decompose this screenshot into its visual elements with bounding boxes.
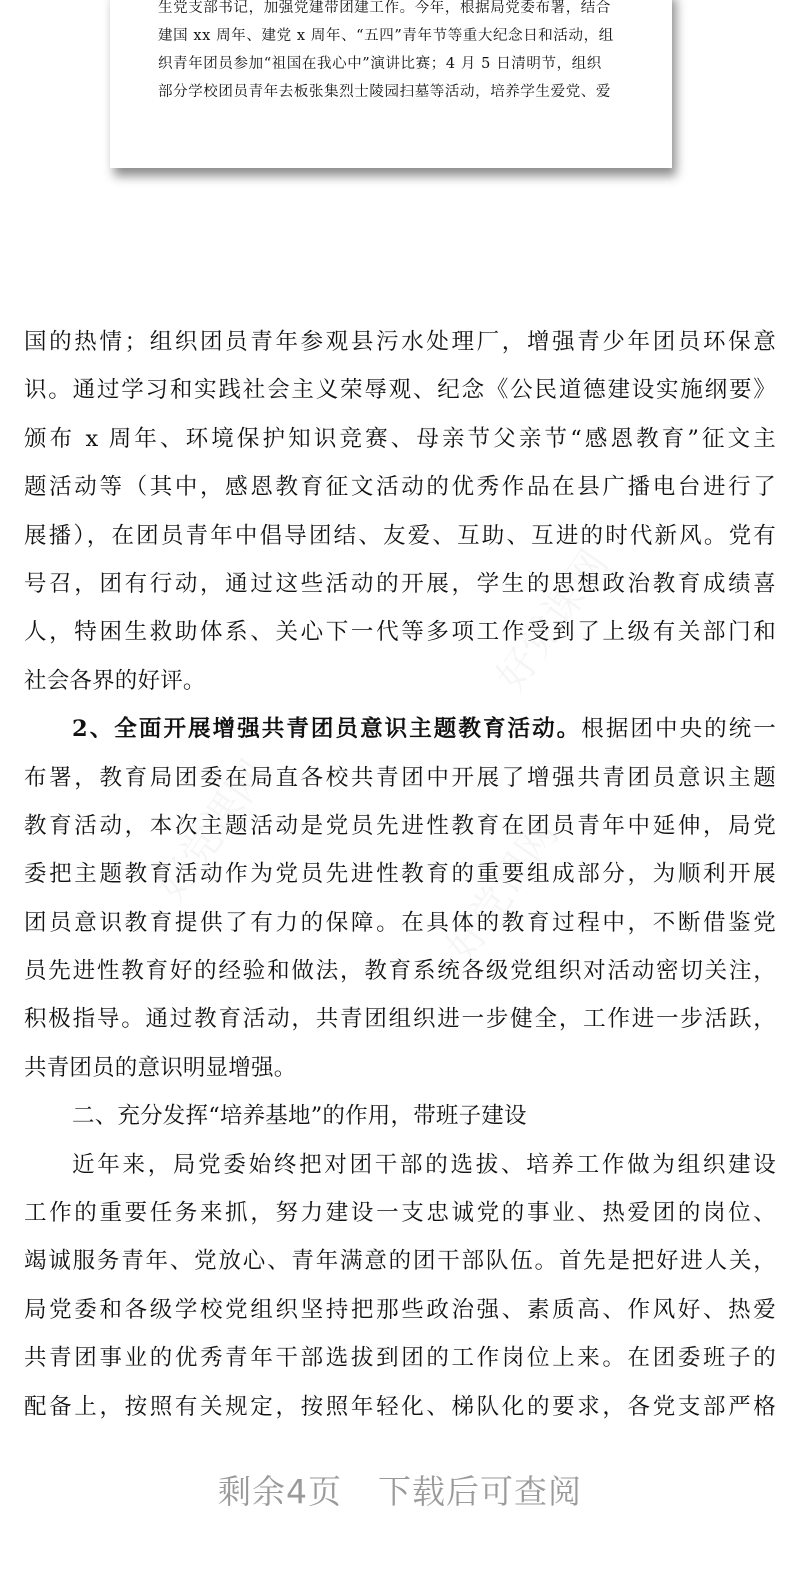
text-line: 委把主题教育活动作为党员先进性教育的重要组成部分，为顺利开展 [24, 861, 776, 888]
text-line: 工作的重要任务来抓，努力建设一支忠诚党的事业、热爱团的岗位、 [24, 1200, 776, 1227]
text-line: 社会各界的好评。 [24, 667, 206, 694]
preview-line: 织青年团员参加“祖国在我心中”演讲比赛；4 月 5 日清明节，组织 [158, 56, 602, 72]
text-line: 团员意识教育提供了有力的保障。在具体的教育过程中，不断借鉴党 [24, 909, 776, 936]
preview-line: 建国 xx 周年、建党 x 周年、“五四”青年节等重大纪念日和活动，组 [158, 28, 614, 44]
paragraph-1 [24, 318, 776, 705]
document-preview-card [110, 0, 672, 168]
text-line: 布署，教育局团委在局直各校共青团中开展了增强共青团员意识主题 [24, 764, 776, 791]
text-line: 竭诚服务青年、党放心、青年满意的团干部队伍。首先是把好进人关， [24, 1248, 776, 1275]
text-line: 号召，团有行动，通过这些活动的开展，学生的思想政治教育成绩喜 [24, 570, 776, 597]
section-heading: 二、充分发挥“培养基地”的作用，带班子建设 [72, 1103, 527, 1130]
paragraph-3 [24, 1141, 776, 1431]
download-prompt[interactable] [0, 1466, 800, 1513]
preview-line: 部分学校团员青年去板张集烈士陵园扫墓等活动，培养学生爱党、爱 [158, 84, 611, 100]
text-line: 识。通过学习和实践社会主义荣辱观、纪念《公民道德建设实施纲要》 [24, 377, 776, 404]
preview-line: 生党支部书记，加强党建带团建工作。今年，根据局党委布署，结合 [158, 0, 611, 16]
text-line: 人，特困生救助体系、关心下一代等多项工作受到了上级有关部门和 [24, 619, 776, 646]
paragraph-2 [24, 705, 776, 1092]
subheading-bold: 2、全面开展增强共青团员意识主题教育活动。 [72, 716, 582, 743]
preview-card-text [158, 0, 638, 106]
text-line: 教育活动，本次主题活动是党员先进性教育在团员青年中延伸，局党 [24, 812, 776, 839]
text-line [24, 705, 776, 753]
text-line: 展播），在团员青年中倡导团结、友爱、互助、互进的时代新风。党有 [24, 522, 776, 549]
text-line: 员先进性教育好的经验和做法，教育系统各级党组织对活动密切关注， [24, 958, 776, 985]
text-line: 共青团员的意识明显增强。 [24, 1054, 297, 1081]
text-line: 近年来，局党委始终把对团干部的选拔、培养工作做为组织建设 [72, 1151, 776, 1178]
text-line: 颁布 x 周年、环境保护知识竞赛、母亲节父亲节“感恩教育”征文主 [24, 425, 776, 452]
text-line: 国的热情；组织团员青年参观县污水处理厂，增强青少年团员环保意 [24, 329, 776, 355]
download-hint-label[interactable]: 下载后可查阅 [378, 1472, 582, 1511]
text-line: 共青团事业的优秀青年干部选拔到团的工作岗位上来。在团委班子的 [24, 1345, 776, 1372]
text-span: 根据团中央的统一 [581, 716, 776, 743]
text-line: 题活动等（其中，感恩教育征文活动的优秀作品在县广播电台进行了 [24, 474, 776, 501]
text-line: 配备上，按照有关规定，按照年轻化、梯队化的要求，各党支部严格 [24, 1393, 776, 1420]
text-line: 局党委和各级学校党组织坚持把那些政治强、素质高、作风好、热爱 [24, 1296, 776, 1323]
text-line: 积极指导。通过教育活动，共青团组织进一步健全，工作进一步活跃， [24, 1006, 776, 1033]
remaining-pages-label[interactable]: 剩余4页 [218, 1472, 342, 1511]
document-body [24, 318, 776, 1431]
